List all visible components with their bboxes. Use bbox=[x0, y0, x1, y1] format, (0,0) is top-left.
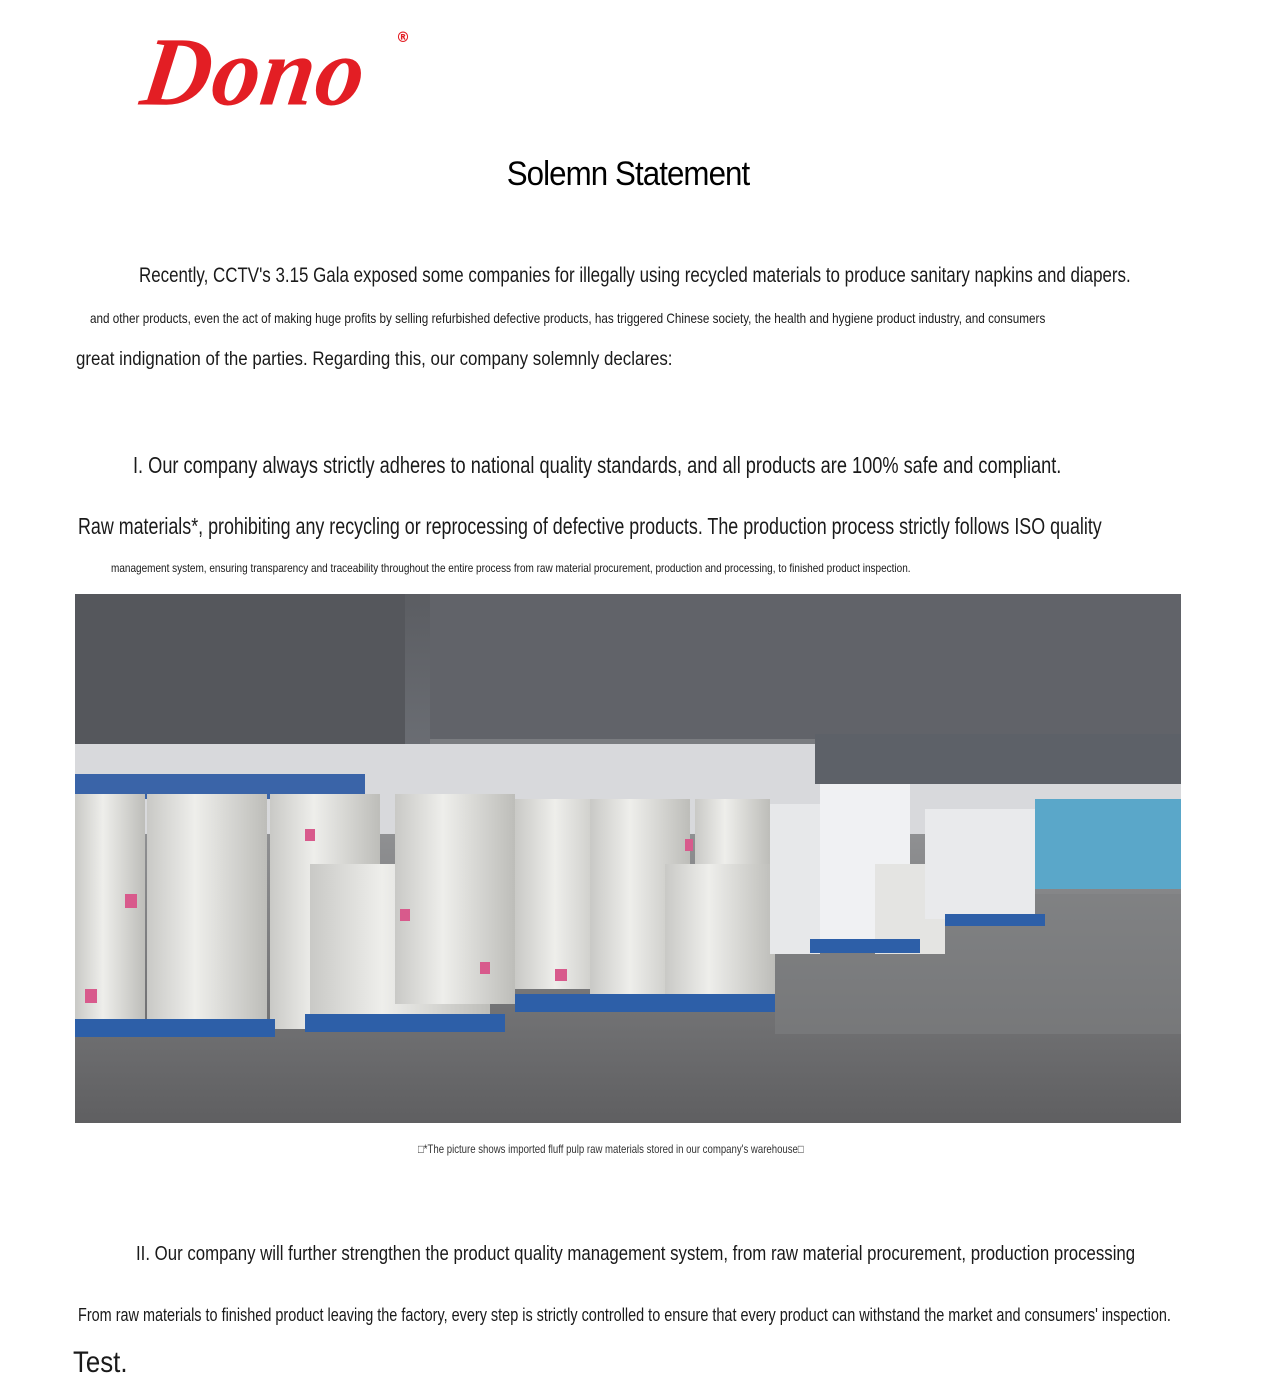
point-one-line-1: I. Our company always strictly adheres to national quality standards, and all products are 100% safe and compliant. bbox=[133, 452, 1062, 478]
trailing-text: Test. bbox=[73, 1346, 128, 1379]
intro-paragraph-line-3: great indignation of the parties. Regarding this, our company solemnly declares: bbox=[76, 349, 673, 370]
logo-wordmark: Dono bbox=[135, 16, 374, 127]
point-one-line-3: management system, ensuring transparency and traceability throughout the entire process from raw material procurement, production and processing, to finished product inspection. bbox=[111, 561, 911, 575]
intro-paragraph-line-2: and other products, even the act of making huge profits by selling refurbished defective products, has triggered Chinese society, the health and hygiene product industry, and consumers bbox=[90, 310, 1046, 326]
point-two-line-1: II. Our company will further strengthen the product quality management system, from raw material procurement, production processing bbox=[136, 1243, 1136, 1265]
point-one-line-2: Raw materials*, prohibiting any recycling or reprocessing of defective products. The production process strictly follows ISO quality bbox=[78, 513, 1102, 539]
page-title: Solemn Statement bbox=[506, 155, 750, 193]
intro-paragraph-line-1: Recently, CCTV's 3.15 Gala exposed some companies for illegally using recycled materials to produce sanitary napkins and diapers. bbox=[139, 264, 1131, 287]
warehouse-photo bbox=[75, 594, 1181, 1123]
photo-caption: □*The picture shows imported fluff pulp raw materials stored in our company's warehouse□ bbox=[418, 1142, 804, 1156]
point-two-line-2: From raw materials to finished product leaving the factory, every step is strictly controlled to ensure that every product can withstand the market and consumers' inspection. bbox=[78, 1305, 1171, 1325]
registered-mark-icon: ® bbox=[396, 30, 410, 46]
brand-logo bbox=[135, 16, 423, 127]
